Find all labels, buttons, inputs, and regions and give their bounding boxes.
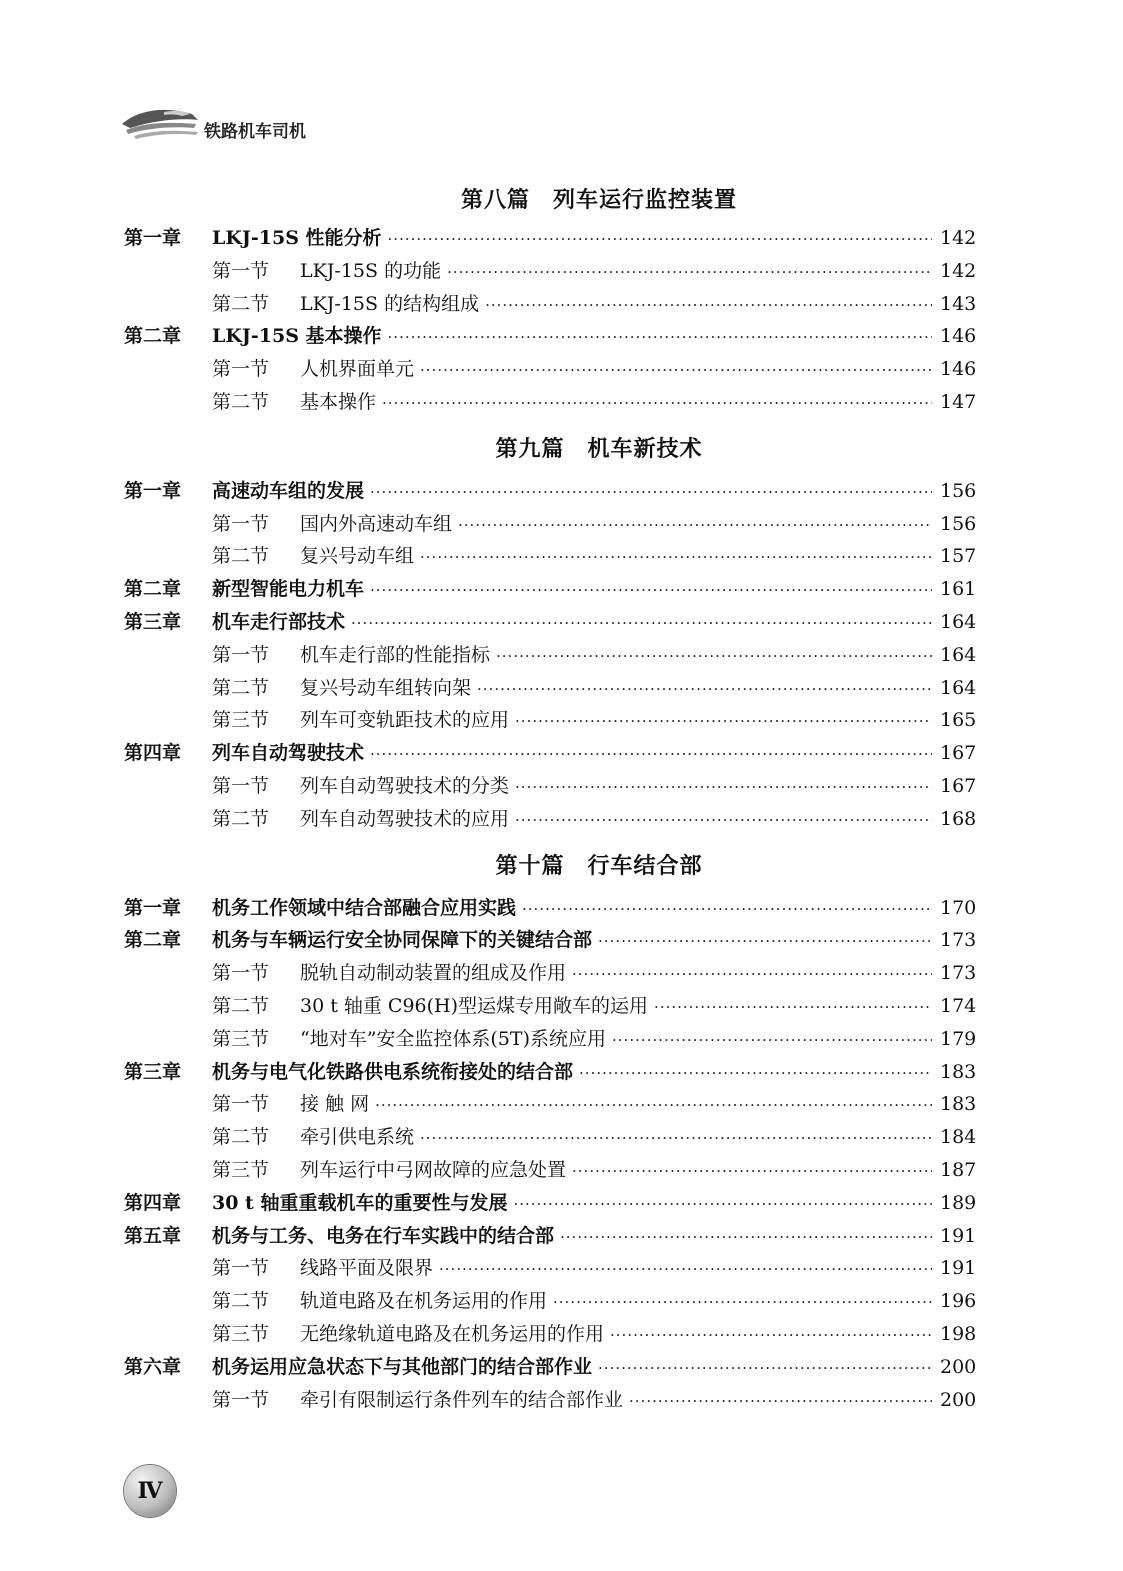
part-title: 第九篇 机车新技术: [495, 435, 703, 462]
page-ref: 184: [940, 1126, 977, 1149]
dot-leader: [477, 673, 932, 706]
dot-leader: [612, 1024, 932, 1057]
page-ref: 174: [940, 994, 977, 1017]
page-header: [120, 100, 520, 144]
dot-leader: [420, 541, 932, 574]
section-label: 第二节: [212, 1126, 270, 1149]
section-label: 第二节: [212, 390, 270, 413]
dot-leader: [388, 223, 932, 256]
entry-title: 机车走行部的性能指标: [300, 643, 491, 666]
page-ref: 173: [940, 962, 977, 985]
toc-section-row: [124, 540, 977, 573]
dot-leader: [579, 1057, 932, 1090]
page-ref: 168: [940, 807, 977, 830]
section-label: 第二节: [212, 1290, 270, 1313]
entry-title: 30 t 轴重重载机车的重要性与发展: [212, 1191, 508, 1214]
toc-chapter-row: [124, 737, 977, 770]
toc-section-row: [124, 255, 977, 288]
toc-section-row: [124, 803, 977, 836]
page-ref: 179: [940, 1027, 977, 1050]
page-ref: 142: [940, 227, 977, 249]
chapter-label: 第一章: [124, 227, 182, 249]
page-ref: 200: [940, 1355, 977, 1378]
section-label: 第二节: [212, 994, 270, 1017]
dot-leader: [598, 1352, 932, 1385]
entry-title: “地对车”安全监控体系(5T)系统应用: [300, 1027, 607, 1050]
entry-title: 高速动车组的发展: [212, 479, 365, 502]
page-ref: 173: [940, 929, 977, 952]
entry-title: 无绝缘轨道电路及在机务运用的作用: [300, 1322, 605, 1345]
section-label: 第三节: [212, 709, 270, 732]
entry-title: 脱轨自动制动装置的组成及作用: [300, 962, 567, 985]
toc-chapter-row: [124, 606, 977, 639]
page-ref: 156: [940, 512, 977, 535]
chapter-label: 第二章: [124, 325, 182, 348]
dot-leader: [485, 289, 932, 322]
toc-section-row: [124, 1121, 977, 1154]
chapter-label: 第四章: [124, 1191, 182, 1214]
entry-title: 列车可变轨距技术的应用: [300, 709, 510, 732]
entry-title: LKJ-15S 基本操作: [212, 325, 382, 348]
high-speed-train-logo-icon: [120, 100, 200, 144]
dot-leader: [513, 1188, 932, 1221]
entry-title: 人机界面单元: [300, 358, 415, 381]
section-label: 第三节: [212, 1322, 270, 1345]
page-ref: 189: [940, 1191, 977, 1214]
dot-leader: [420, 1122, 932, 1155]
dot-leader: [375, 1089, 932, 1122]
part-title: 第十篇 行车结合部: [495, 852, 703, 879]
page-ref: 156: [940, 479, 977, 502]
page-number-badge: [124, 1465, 180, 1521]
section-label: 第三节: [212, 1027, 270, 1050]
entry-title: 牵引供电系统: [300, 1126, 415, 1149]
entry-title: 机务与工务、电务在行车实践中的结合部: [212, 1224, 555, 1247]
section-label: 第一节: [212, 1388, 270, 1411]
entry-title: 轨道电路及在机务运用的作用: [300, 1290, 548, 1313]
page-ref: 198: [940, 1322, 977, 1345]
page-ref: 165: [940, 709, 977, 732]
page-ref: 147: [940, 390, 977, 413]
section-label: 第三节: [212, 1158, 270, 1181]
dot-leader: [598, 925, 932, 958]
dot-leader: [572, 1155, 932, 1188]
dot-leader: [522, 893, 932, 926]
entry-title: 线路平面及限界: [300, 1257, 434, 1280]
toc-section-row: [124, 770, 977, 803]
page-ref: 143: [940, 292, 977, 315]
toc-chapter-row: [124, 924, 977, 957]
toc-chapter-row: [124, 1351, 977, 1384]
page-ref: 157: [940, 545, 977, 568]
section-label: 第二节: [212, 545, 270, 568]
page-ref: 164: [940, 676, 977, 699]
page-ref: 167: [940, 742, 977, 765]
entry-title: 基本操作: [300, 390, 377, 413]
toc-section-row: [124, 704, 977, 737]
entry-title: 接 触 网: [300, 1093, 370, 1116]
dot-leader: [370, 476, 932, 509]
toc-section-row: [124, 672, 977, 705]
toc-section-row: [124, 1318, 977, 1351]
page-ref: 191: [940, 1257, 977, 1280]
page-ref: 200: [940, 1388, 977, 1411]
chapter-label: 第一章: [124, 896, 182, 919]
page-ref: 142: [940, 259, 977, 282]
toc-chapter-row: [124, 892, 977, 925]
chapter-label: 第三章: [124, 610, 182, 633]
dot-leader: [439, 1253, 932, 1286]
toc-section-row: [124, 288, 977, 321]
dot-leader: [370, 738, 932, 771]
page-ref: 164: [940, 610, 977, 633]
page-ref: 170: [940, 896, 977, 919]
toc-section-row: [124, 1023, 977, 1056]
entry-title: 牵引有限制运行条件列车的结合部作业: [300, 1388, 624, 1411]
dot-leader: [515, 705, 932, 738]
page-ref: 146: [940, 325, 977, 348]
chapter-label: 第六章: [124, 1355, 182, 1378]
page-ref: 167: [940, 774, 977, 797]
dot-leader: [654, 991, 932, 1024]
entry-title: 复兴号动车组转向架: [300, 676, 472, 699]
section-label: 第二节: [212, 807, 270, 830]
section-label: 第二节: [212, 292, 270, 315]
entry-title: LKJ-15S 的功能: [300, 259, 442, 282]
toc-section-row: [124, 508, 977, 541]
table-of-contents: [124, 178, 977, 1416]
toc-section-row: [124, 1252, 977, 1285]
toc-section-row: [124, 639, 977, 672]
toc-chapter-row: [124, 1187, 977, 1220]
toc-chapter-row: [124, 573, 977, 606]
toc-chapter-row: [124, 222, 977, 255]
toc-section-row: [124, 1285, 977, 1318]
toc-section-row: [124, 353, 977, 386]
section-label: 第二节: [212, 676, 270, 699]
entry-title: 列车运行中弓网故障的应急处置: [300, 1158, 567, 1181]
chapter-label: 第四章: [124, 742, 182, 765]
dot-leader: [629, 1385, 932, 1418]
toc-chapter-row: [124, 475, 977, 508]
chapter-label: 第一章: [124, 479, 182, 502]
entry-title: 复兴号动车组: [300, 545, 415, 568]
book-title: 铁路机车司机: [204, 122, 306, 142]
section-label: 第一节: [212, 512, 270, 535]
dot-leader: [496, 640, 932, 673]
dot-leader: [515, 804, 932, 837]
toc-chapter-row: [124, 320, 977, 353]
entry-title: 新型智能电力机车: [212, 578, 365, 601]
dot-leader: [382, 387, 932, 420]
entry-title: 机务工作领域中结合部融合应用实践: [212, 896, 517, 919]
page-number: Ⅳ: [137, 1478, 163, 1504]
entry-title: 机车走行部技术: [212, 610, 346, 633]
section-label: 第一节: [212, 1093, 270, 1116]
chapter-label: 第二章: [124, 578, 182, 601]
entry-title: 机务运用应急状态下与其他部门的结合部作业: [212, 1355, 593, 1378]
section-label: 第一节: [212, 774, 270, 797]
section-label: 第一节: [212, 1257, 270, 1280]
dot-leader: [447, 256, 932, 289]
chapter-label: 第三章: [124, 1060, 182, 1083]
page-ref: 146: [940, 358, 977, 381]
section-label: 第一节: [212, 259, 270, 282]
section-label: 第一节: [212, 358, 270, 381]
entry-title: 30 t 轴重 C96(H)型运煤专用敞车的运用: [300, 994, 649, 1017]
section-label: 第一节: [212, 643, 270, 666]
page-ref: 196: [940, 1290, 977, 1313]
toc-chapter-row: [124, 1220, 977, 1253]
toc-section-row: [124, 1384, 977, 1417]
dot-leader: [515, 771, 932, 804]
dot-leader: [553, 1286, 932, 1319]
page-ref: 183: [940, 1093, 977, 1116]
toc-chapter-row: [124, 1056, 977, 1089]
page-ref: 161: [940, 578, 977, 601]
dot-leader: [351, 607, 932, 640]
page-ref: 187: [940, 1158, 977, 1181]
page-ref: 164: [940, 643, 977, 666]
entry-title: 列车自动驾驶技术的应用: [300, 807, 510, 830]
toc-section-row: [124, 990, 977, 1023]
entry-title: 列车自动驾驶技术: [212, 742, 365, 765]
entry-title: LKJ-15S 的结构组成: [300, 292, 480, 315]
dot-leader: [572, 958, 932, 991]
toc-section-row: [124, 386, 977, 419]
toc-section-row: [124, 957, 977, 990]
entry-title: 列车自动驾驶技术的分类: [300, 774, 510, 797]
entry-title: 机务与车辆运行安全协同保障下的关键结合部: [212, 929, 593, 952]
section-label: 第一节: [212, 962, 270, 985]
entry-title: LKJ-15S 性能分析: [212, 227, 382, 249]
page-ref: 191: [940, 1224, 977, 1247]
page-ref: 183: [940, 1060, 977, 1083]
dot-leader: [560, 1221, 932, 1254]
part-title: 第八篇 列车运行监控装置: [460, 187, 737, 213]
entry-title: 国内外高速动车组: [300, 512, 453, 535]
dot-leader: [370, 574, 932, 607]
dot-leader: [610, 1319, 932, 1352]
chapter-label: 第五章: [124, 1224, 182, 1247]
toc-section-row: [124, 1088, 977, 1121]
toc-section-row: [124, 1154, 977, 1187]
dot-leader: [458, 509, 932, 542]
dot-leader: [420, 354, 932, 387]
dot-leader: [388, 321, 932, 354]
chapter-label: 第二章: [124, 929, 182, 952]
entry-title: 机务与电气化铁路供电系统衔接处的结合部: [212, 1060, 574, 1083]
